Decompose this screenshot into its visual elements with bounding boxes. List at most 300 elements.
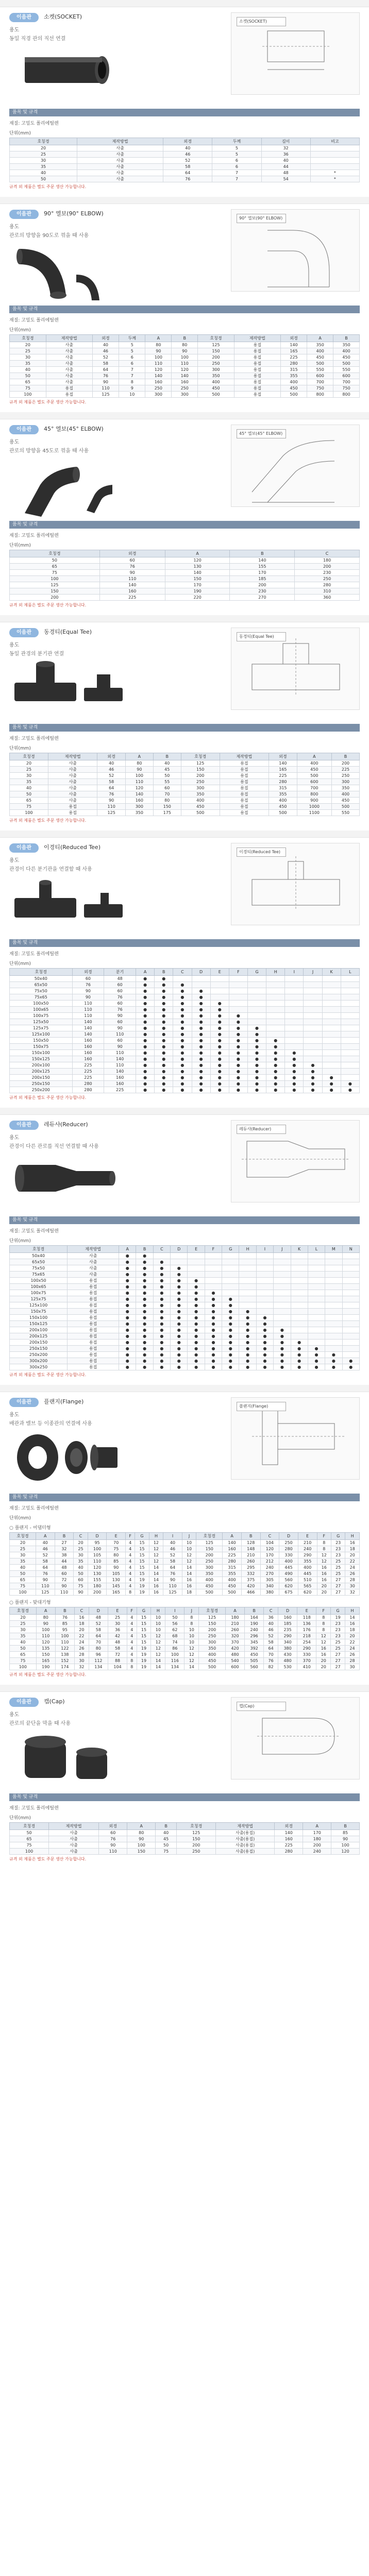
table-cell xyxy=(274,1309,291,1315)
table-cell: 180 xyxy=(303,1836,331,1842)
table-cell: 15 xyxy=(135,1558,149,1565)
table-cell: 16 xyxy=(316,1646,331,1652)
table-cell: 70 xyxy=(264,1652,278,1658)
table-cell: 52 xyxy=(89,1621,108,1627)
table-cell: 60 xyxy=(72,976,104,982)
table-cell: ● xyxy=(136,1259,153,1265)
table-cell: 450 xyxy=(269,804,297,810)
table-cell xyxy=(171,1253,188,1259)
table-cell xyxy=(239,1278,256,1284)
table-row xyxy=(10,1050,360,1056)
product-name: 이경티(Reduced Tee) xyxy=(43,844,100,851)
table-cell: 18 xyxy=(345,1546,360,1552)
table-cell xyxy=(274,1259,291,1265)
table-cell: 400 xyxy=(298,1565,317,1571)
table-cell: 용접 xyxy=(234,373,280,379)
table-cell: ● xyxy=(136,1031,155,1038)
table-row xyxy=(10,170,360,176)
category-badge: 이음관 xyxy=(9,1698,39,1707)
table-cell: 420 xyxy=(225,1646,244,1652)
table-header: F xyxy=(127,1607,137,1615)
table-header: 외경 xyxy=(99,550,165,557)
table-header: E xyxy=(188,1246,205,1253)
table-header: F xyxy=(126,1533,135,1540)
table-cell: 16 xyxy=(345,1540,360,1546)
table-cell: ● xyxy=(136,982,155,988)
table-cell: ● xyxy=(171,1340,188,1346)
table-cell: 용접 xyxy=(234,385,280,392)
table-cell: 140 xyxy=(72,1031,104,1038)
table-subtitle: ○ 플랜지 - 어댑터형 xyxy=(9,1526,51,1531)
table-cell: 16 xyxy=(345,1621,360,1627)
table-cell: 56 xyxy=(165,1621,184,1627)
table-cell: 48 xyxy=(104,976,136,982)
table-cell: 용접 xyxy=(234,361,280,367)
table-cell xyxy=(256,1309,273,1315)
table-cell xyxy=(325,1265,342,1272)
table-cell: 7 xyxy=(212,170,261,176)
table-cell xyxy=(171,1259,188,1265)
table-cell: 380 xyxy=(278,1646,297,1652)
table-row xyxy=(10,779,360,785)
table-cell: 80 xyxy=(125,760,153,767)
table-cell: 200 xyxy=(10,595,100,601)
table-cell xyxy=(342,1296,359,1302)
unit-label: 단위(mm) xyxy=(9,1516,31,1521)
table-cell: 90 xyxy=(36,1577,55,1583)
table-cell: 7 xyxy=(119,373,145,379)
table-cell: ● xyxy=(173,1075,192,1081)
table-cell xyxy=(285,1001,304,1007)
table-row xyxy=(10,1621,360,1627)
table-cell: ● xyxy=(153,1327,170,1333)
table-cell xyxy=(210,988,229,994)
table-cell xyxy=(274,1296,291,1302)
table-row xyxy=(10,151,360,158)
table-cell: 620 xyxy=(298,1589,317,1596)
table-row xyxy=(10,1327,360,1333)
product-reducer xyxy=(0,1108,369,1385)
table-cell: 80 xyxy=(127,1830,156,1836)
table-cell: ● xyxy=(119,1272,136,1278)
table-cell: 375 xyxy=(241,1577,260,1583)
table-cell: ● xyxy=(173,1038,192,1044)
table-cell: 700 xyxy=(297,785,331,791)
table-cell xyxy=(341,1013,359,1019)
table-cell: 5 xyxy=(119,342,145,348)
table-cell: 60 xyxy=(104,982,136,988)
table-header: H xyxy=(151,1607,165,1615)
table-cell: 170 xyxy=(230,570,295,576)
table-cell: 200 xyxy=(303,1842,331,1849)
table-cell: 75 xyxy=(74,1583,88,1589)
section-divider xyxy=(0,1385,369,1392)
table-cell: 55 xyxy=(153,779,181,785)
table-cell xyxy=(188,1265,205,1272)
table-cell xyxy=(239,1290,256,1296)
table-cell xyxy=(291,1253,308,1259)
table-cell: 150x100 xyxy=(10,1050,73,1056)
table-cell: ● xyxy=(256,1358,273,1364)
table-cell: 480 xyxy=(225,1652,244,1658)
table-cell: 사출 xyxy=(46,361,92,367)
product-photo xyxy=(9,454,128,516)
table-row xyxy=(10,1075,360,1081)
table-cell xyxy=(308,1315,325,1321)
table-cell: ● xyxy=(274,1358,291,1364)
table-cell: 250x150 xyxy=(10,1346,68,1352)
table-header: C xyxy=(74,1533,88,1540)
table-header: B xyxy=(153,753,181,760)
table-cell: 225 xyxy=(223,1552,242,1558)
table-cell: 35 xyxy=(10,1558,36,1565)
table-cell xyxy=(291,1309,308,1315)
table-cell: 45 xyxy=(153,767,181,773)
table-cell: 110 xyxy=(172,361,198,367)
table-cell: 600 xyxy=(225,1664,244,1670)
table-cell xyxy=(291,1272,308,1278)
table-cell: ● xyxy=(229,1056,247,1062)
table-cell: 14 xyxy=(184,1664,199,1670)
table-cell: 22 xyxy=(345,1558,360,1565)
table-cell: 8 xyxy=(316,1615,331,1621)
table-cell: ● xyxy=(256,1352,273,1358)
table-cell: 4 xyxy=(127,1646,137,1652)
table-cell: 140 xyxy=(269,760,297,767)
table-cell: ● xyxy=(205,1321,222,1327)
table-cell: ● xyxy=(171,1278,188,1284)
table-cell: 12 xyxy=(316,1639,331,1646)
table-cell: 20 xyxy=(74,1627,89,1633)
table-row xyxy=(10,1565,360,1571)
table-cell: 180 xyxy=(225,1615,244,1621)
table-cell: 60 xyxy=(55,1571,74,1577)
table-cell: 100 xyxy=(55,1633,74,1639)
table-cell: 25 xyxy=(10,151,77,158)
product-header xyxy=(9,1397,360,1488)
table-cell: 14 xyxy=(345,1615,360,1621)
table-cell: 340 xyxy=(278,1639,297,1646)
table-cell: ● xyxy=(304,1087,322,1093)
table-cell: ● xyxy=(188,1278,205,1284)
table-cell xyxy=(247,1013,266,1019)
table-cell: 25 xyxy=(331,1639,345,1646)
table-cell: 140 xyxy=(104,1056,136,1062)
table-header: H xyxy=(266,969,285,976)
table-cell xyxy=(274,1321,291,1327)
table-cell: 90 xyxy=(99,1842,127,1849)
product-cap xyxy=(0,1685,369,1869)
table-cell: ● xyxy=(247,1044,266,1050)
table-cell xyxy=(239,1253,256,1259)
table-cell: 10 xyxy=(151,1627,165,1633)
table-cell xyxy=(322,988,341,994)
table-cell xyxy=(308,1302,325,1309)
table-cell: 75 xyxy=(10,1842,49,1849)
footnote: 규격 외 제품은 별도 주문 생산 가능합니다. xyxy=(9,818,87,823)
table-cell: 19 xyxy=(331,1615,345,1621)
table-cell: ● xyxy=(119,1321,136,1327)
table-cell: 295 xyxy=(241,1565,260,1571)
table-cell: 350 xyxy=(198,373,234,379)
table-cell: 300 xyxy=(172,392,198,398)
drawing-thumbnail[interactable]: 90° 엘보(90° ELBOW) xyxy=(237,214,286,223)
table-cell: 15 xyxy=(135,1571,149,1577)
table-header: 외경 xyxy=(163,138,212,145)
table-cell: ● xyxy=(136,1056,155,1062)
table-cell: 64 xyxy=(36,1565,55,1571)
table-cell: 480 xyxy=(278,1658,297,1664)
drawing-thumbnail[interactable]: 플랜지(Flange) xyxy=(237,1402,286,1411)
footnote: 규격 외 제품은 별도 주문 생산 가능합니다. xyxy=(9,184,87,189)
drawing-thumbnail[interactable]: 45° 엘보(45° ELBOW) xyxy=(237,429,286,438)
table-cell: 100 xyxy=(10,810,48,816)
table-row xyxy=(10,385,360,392)
table-cell: ● xyxy=(192,1031,210,1038)
table-cell xyxy=(310,158,359,164)
table-cell: 14 xyxy=(182,1565,196,1571)
table-cell: 26 xyxy=(345,1571,360,1577)
unit-label: 단위(mm) xyxy=(9,746,31,751)
footnote: 규격 외 제품은 별도 주문 생산 가능합니다. xyxy=(9,603,87,607)
table-cell: ● xyxy=(171,1321,188,1327)
table-cell: ● xyxy=(155,1050,173,1056)
table-cell: 165 xyxy=(269,767,297,773)
table-cell: ● xyxy=(136,1087,155,1093)
table-cell xyxy=(222,1284,239,1290)
table-cell: 185 xyxy=(278,1621,297,1627)
table-cell: 200 xyxy=(198,354,234,361)
table-row xyxy=(10,588,360,595)
table-cell: 20 xyxy=(316,1658,331,1664)
table-cell: ● xyxy=(256,1364,273,1370)
table-cell: ● xyxy=(171,1346,188,1352)
drawing-thumbnail[interactable]: 동경티(Equal Tee) xyxy=(237,632,286,641)
table-cell: 27 xyxy=(331,1658,345,1664)
table-cell: 160 xyxy=(99,588,165,595)
table-cell: 15 xyxy=(137,1627,151,1633)
table-cell: 450 xyxy=(333,354,360,361)
table-cell: 5 xyxy=(212,145,261,151)
table-cell: 40 xyxy=(36,1540,55,1546)
table-cell: ● xyxy=(155,1007,173,1013)
table-cell: 사출 xyxy=(49,1830,99,1836)
table-header: 비고 xyxy=(310,138,359,145)
table-cell xyxy=(266,1025,285,1031)
table-cell xyxy=(285,988,304,994)
table-cell xyxy=(291,1296,308,1302)
table-header: 외경 xyxy=(280,335,307,342)
table-cell: 130 xyxy=(107,1577,126,1583)
table-cell xyxy=(153,1253,170,1259)
table-cell: ● xyxy=(188,1358,205,1364)
table-cell: 120 xyxy=(172,367,198,373)
table-cell: 100 xyxy=(36,1627,55,1633)
table-cell: 12 xyxy=(182,1558,196,1565)
drawing-thumbnail[interactable]: 이경티(Reduced Tee) xyxy=(237,848,286,857)
table-cell: 27 xyxy=(331,1664,345,1670)
table-cell: 165 xyxy=(107,1589,126,1596)
table-cell: 8 xyxy=(119,379,145,385)
table-cell: 30 xyxy=(108,1621,127,1627)
category-badge: 이음관 xyxy=(9,425,39,434)
table-cell: 88 xyxy=(108,1658,127,1664)
table-cell: 500 xyxy=(269,810,297,816)
product-header xyxy=(9,1120,360,1211)
table-row xyxy=(10,1069,360,1075)
table-cell: 50 xyxy=(74,1571,88,1577)
table-row xyxy=(10,1290,360,1296)
table-cell: ● xyxy=(205,1290,222,1296)
table-row xyxy=(10,1842,360,1849)
table-cell: 125 xyxy=(97,810,125,816)
drawing-thumbnail[interactable]: 레듀샤(Reducer) xyxy=(237,1125,286,1134)
drawing-thumbnail[interactable]: 캡(Cap) xyxy=(237,1702,286,1711)
table-cell: 58 xyxy=(36,1558,55,1565)
table-cell: 110 xyxy=(99,576,165,582)
table-row xyxy=(10,1272,360,1278)
table-cell: ● xyxy=(171,1352,188,1358)
table-header: H xyxy=(345,1607,360,1615)
table-cell: 64 xyxy=(264,1646,278,1652)
table-header: J xyxy=(274,1246,291,1253)
table-cell xyxy=(222,1290,239,1296)
table-cell xyxy=(304,1013,322,1019)
table-cell: 125 xyxy=(199,1615,226,1621)
table-cell: ● xyxy=(210,1038,229,1044)
table-cell: 620 xyxy=(279,1583,298,1589)
product-photo xyxy=(9,1427,128,1488)
table-cell xyxy=(342,1265,359,1272)
table-cell: ● xyxy=(210,1062,229,1069)
table-cell: 225 xyxy=(104,1087,136,1093)
table-cell: 332 xyxy=(241,1571,260,1577)
table-cell xyxy=(322,1007,341,1013)
category-badge: 이음관 xyxy=(9,628,39,637)
table-cell: 148 xyxy=(241,1546,260,1552)
category-badge: 이음관 xyxy=(9,1121,39,1130)
table-row xyxy=(10,1013,360,1019)
table-cell xyxy=(291,1333,308,1340)
table-cell: ● xyxy=(308,1358,325,1364)
table-cell: 19 xyxy=(137,1664,151,1670)
table-cell: 80 xyxy=(107,1552,126,1558)
table-cell: 25 xyxy=(331,1558,345,1565)
material-line xyxy=(9,120,360,126)
table-cell: ● xyxy=(192,1056,210,1062)
table-cell: 90 xyxy=(92,379,119,385)
table-cell: ● xyxy=(192,1007,210,1013)
table-cell: 48 xyxy=(89,1615,108,1621)
material-value: 고밀도 폴리에틸렌 xyxy=(21,318,59,323)
table-cell: ● xyxy=(256,1315,273,1321)
table-cell: 340 xyxy=(260,1583,279,1589)
table-cell: 138 xyxy=(55,1652,74,1658)
table-cell xyxy=(325,1278,342,1284)
table-cell: 25 xyxy=(331,1571,345,1577)
table-cell: 용접 xyxy=(220,804,269,810)
table-cell xyxy=(304,1050,322,1056)
table-cell: 300 xyxy=(181,785,220,791)
table-cell: 27 xyxy=(55,1540,74,1546)
table-cell: 100 xyxy=(10,1849,49,1855)
table-cell: ● xyxy=(188,1302,205,1309)
table-row xyxy=(10,354,360,361)
table-cell xyxy=(304,982,322,988)
table-cell xyxy=(310,145,359,151)
table-cell: 225 xyxy=(275,1842,303,1849)
table-cell: 60 xyxy=(104,988,136,994)
table-cell: ● xyxy=(136,1025,155,1031)
table-cell: 45 xyxy=(156,1836,177,1842)
table-cell: ● xyxy=(171,1272,188,1278)
table-header: B xyxy=(55,1533,74,1540)
table-cell: ● xyxy=(266,1081,285,1087)
table-header: J xyxy=(304,969,322,976)
table-cell: 4 xyxy=(127,1652,137,1658)
table-header: 호칭경 xyxy=(10,753,48,760)
table-cell: ● xyxy=(229,1044,247,1050)
table-cell xyxy=(325,1309,342,1315)
table-cell: ● xyxy=(247,1031,266,1038)
table-cell: 200 xyxy=(88,1589,107,1596)
usage-label: 용도 xyxy=(9,642,20,648)
product-header xyxy=(9,12,360,104)
table-row xyxy=(10,1577,360,1583)
table-cell: ● xyxy=(136,1321,153,1327)
table-cell xyxy=(342,1333,359,1340)
spec-table xyxy=(9,968,360,1093)
table-cell: ● xyxy=(210,1007,229,1013)
table-cell: 120 xyxy=(165,557,230,564)
table-cell: 사출 xyxy=(77,145,163,151)
table-cell: 용접 xyxy=(234,354,280,361)
table-header: 호칭경 xyxy=(10,969,73,976)
table-cell: 23 xyxy=(331,1546,345,1552)
table-cell: ● xyxy=(136,1062,155,1069)
table-cell: 355 xyxy=(298,1558,317,1565)
table-cell xyxy=(325,1284,342,1290)
table-cell: 60 xyxy=(99,1830,127,1836)
table-cell: ● xyxy=(153,1364,170,1370)
table-cell: 430 xyxy=(278,1652,297,1658)
table-cell: 160 xyxy=(145,379,172,385)
table-cell: 100 xyxy=(10,392,46,398)
drawing-thumbnail[interactable]: 소켓(SOCKET) xyxy=(237,17,286,26)
table-cell: ● xyxy=(291,1352,308,1358)
table-header: A xyxy=(127,1823,156,1830)
table-cell: ● xyxy=(222,1321,239,1327)
table-cell: ● xyxy=(136,1340,153,1346)
table-cell xyxy=(304,1056,322,1062)
table-cell: ● xyxy=(222,1340,239,1346)
table-cell xyxy=(210,994,229,1001)
table-cell xyxy=(256,1272,273,1278)
table-cell: ● xyxy=(171,1364,188,1370)
table-cell: 300 xyxy=(196,1565,223,1571)
table-cell: 30 xyxy=(10,1627,37,1633)
table-cell: 48 xyxy=(261,170,310,176)
spec-table xyxy=(9,334,360,398)
table-cell: 사출 xyxy=(48,779,97,785)
table-header: B xyxy=(333,335,360,342)
table-cell xyxy=(325,1290,342,1296)
table-cell xyxy=(205,1253,222,1259)
table-cell: 사출(용접) xyxy=(216,1830,275,1836)
table-cell: ● xyxy=(205,1364,222,1370)
table-cell: ● xyxy=(155,1044,173,1050)
table-row xyxy=(10,1364,360,1370)
